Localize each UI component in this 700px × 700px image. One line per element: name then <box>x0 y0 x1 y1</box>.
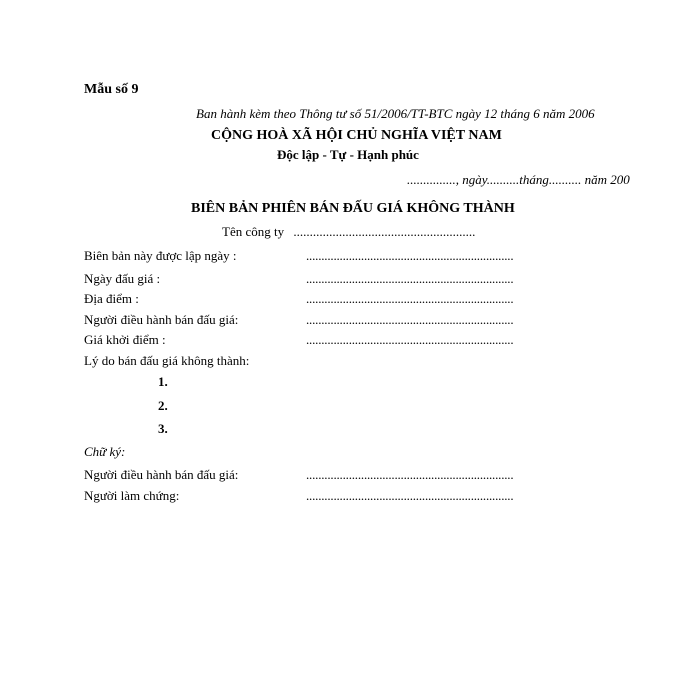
issuance-note: Ban hành kèm theo Thông tư số 51/2006/TT-BTC ngày 12 tháng 6 năm 2006 <box>196 106 595 121</box>
reason-item-1: 1. <box>158 374 168 389</box>
reason-item-2: 2. <box>158 398 168 413</box>
document-title: BIÊN BẢN PHIÊN BÁN ĐẤU GIÁ KHÔNG THÀNH <box>191 201 515 216</box>
field-label-auction-date: Ngày đấu giá : <box>84 271 161 286</box>
field-dots-created-date: .................................................................... <box>306 248 514 263</box>
signature-dots-auctioneer: .................................................................... <box>306 467 514 482</box>
national-motto: Độc lập - Tự - Hạnh phúc <box>277 147 419 162</box>
signature-label-witness: Người làm chứng: <box>84 488 180 503</box>
company-label: Tên công ty <box>222 224 285 239</box>
form-number: Mẫu số 9 <box>84 82 139 97</box>
field-label-auctioneer: Người điều hành bán đấu giá: <box>84 312 239 327</box>
field-label-created-date: Biên bản này được lập ngày : <box>84 248 237 263</box>
field-label-starting-price: Giá khởi điểm : <box>84 332 166 347</box>
field-dots-auctioneer: .................................................................... <box>306 312 514 327</box>
field-dots-location: .................................................................... <box>306 291 514 306</box>
field-dots-auction-date: .................................................................... <box>306 271 514 286</box>
company-line <box>222 224 475 240</box>
signature-dots-witness: .................................................................... <box>306 488 514 503</box>
national-title: CỘNG HOÀ XÃ HỘI CHỦ NGHĨA VIỆT NAM <box>211 128 502 143</box>
signature-heading: Chữ ký: <box>84 444 126 459</box>
signature-label-auctioneer: Người điều hành bán đấu giá: <box>84 467 239 482</box>
field-dots-starting-price: .................................................................... <box>306 332 514 347</box>
company-dots: ........................................................ <box>293 224 476 239</box>
field-label-location: Địa điểm : <box>84 291 139 306</box>
reason-item-3: 3. <box>158 421 168 436</box>
date-line: ..............., ngày..........tháng.......... năm 200 <box>407 172 630 187</box>
reason-label: Lý do bán đấu giá không thành: <box>84 353 250 368</box>
